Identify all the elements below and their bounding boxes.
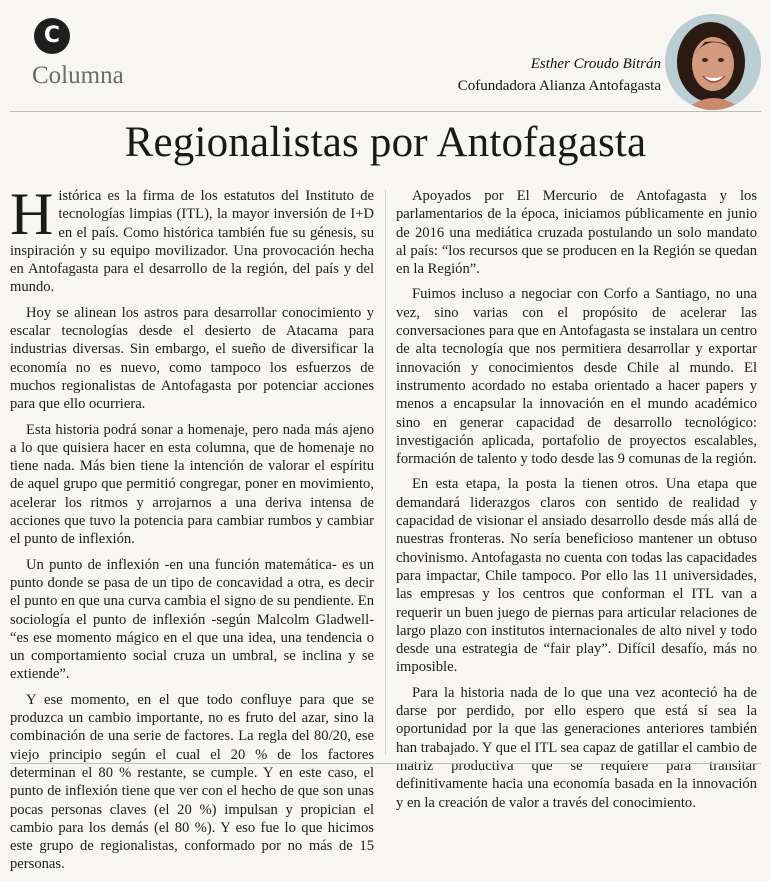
column-divider: [385, 190, 386, 755]
article-paragraph: Esta historia podrá sonar a homenaje, pero nada más ajeno a lo que quisiera hacer en esta columna, que de homenaje no tiene nada. Más bien tiene la intención de valorar el espíritu de aquel grupo que permitió congregar, poner en movimiento, acelerar los ritmos y arrojarnos a una deriva intensa de acciones que tuvo la potencia para cambiar rumbos y cambiar el punto de inflexión.: [10, 421, 374, 548]
author-name: Esther Croudo Bitrán: [530, 56, 661, 72]
drop-cap: H: [10, 181, 54, 247]
author-role: Cofundadora Alianza Antofagasta: [457, 78, 661, 94]
section-label: Columna: [32, 62, 124, 89]
footer-rule: [10, 763, 761, 764]
article-paragraph: Fuimos incluso a negociar con Corfo a Santiago, no una vez, sino varias con el propósito de acelerar las conversaciones para que en Antofagasta se instalara un centro de alta tecnología que nos permitiera desarrollar y exportar innovación y conocimientos desde Chile al mundo. El instrumento acordado no estaba orientado a hacer papers y menos a encapsular la innovación en el mundo académico sino en generar capacidad de desarrollo tecnológico: investigación aplicada, portafolio de proyectos escalables, formación de talento y todo desde las 9 comunas de la región.: [396, 286, 757, 468]
article-paragraph: Histórica es la firma de los estatutos del Instituto de tecnologías limpias (ITL), la mayor inversión de I+D en el país. Como histórica también fue su génesis, su inspiración y su equipo movilizador. Una provocación hecha en Antofagasta para el desarrollo de la región, del país y del mundo.: [10, 181, 374, 296]
article-headline: Regionalistas por Antofagasta: [124, 119, 647, 166]
article-column-right: [396, 187, 757, 819]
author-portrait-illustration: [665, 14, 761, 110]
article-paragraph: Hoy se alinean los astros para desarrollar conocimiento y escalar tecnologías desde el desierto de Atacama para industrias diversas. Sin embargo, el sueño de diversificar la economía no es nuevo, como tampoco los esfuerzos de muchos regionalistas de Antofagasta por potenciar acciones para que ello ocurriera.: [10, 304, 374, 413]
article-paragraph: Apoyados por El Mercurio de Antofagasta y los parlamentarios de la época, iniciamos públicamente en junio de 2016 una mediática cruzada postulando un solo mandato al país: “los recursos que se producen en la Región se quedan en la Región”.: [396, 188, 757, 278]
header-rule: [10, 111, 761, 112]
article-paragraph: Un punto de inflexión -en una función matemática- es un punto donde se pasa de un tipo de concavidad a otra, es decir el punto en que una curva cambia el signo de su pendiente. En sociología el punto de inflexión -según Malcolm Gladwell- “es ese momento mágico en el que una idea, una tendencia o un comportamiento social cruza un umbral, se inclina y se extiende”.: [10, 556, 374, 683]
section-badge: C: [34, 18, 70, 54]
article-paragraph: Para la historia nada de lo que una vez aconteció ha de darse por perdido, por ello espero que está sí sea la oportunidad por la que las generaciones anteriores también han trabajado. Y que el ITL sea capaz de gatillar el cambio de matriz productiva que se requiere para transitar definitivamente hacia una economía basada en la innovación y en la creación de valor a través del conocimiento.: [396, 684, 757, 811]
article-paragraph: Y ese momento, en el que todo confluye para que se produzca un cambio importante, no es fruto del azar, sino la combinación de una serie de factores. La regla del 80/20, ese viejo principio según el cual el 20 % de los factores determinan el 80 % restante, se cumple. Y en este caso, el punto de inflexión tiene que ver con el hecho de que son unas pocas personas claves (el 20 %) impulsan y propician el cambio para los demás (el 80 %). Y eso fue lo que hicimos este grupo de regionalistas, conformado por no más de 15 personas.: [10, 691, 374, 873]
author-photo: [665, 14, 761, 110]
article-paragraph: En esta etapa, la posta la tienen otros. Una etapa que demandará liderazgos claros con sentido de realidad y capacidad de visionar el ansiado desarrollo desde más allá de nuestras fronteras. No sería beneficioso mantener un obtuso chovinismo. Antofagasta no cuenta con todas las capacidades para impactar, Chile tampoco. Por ello las 11 universidades, las empresas y los centros que conforman el ITL van a requerir un buen juego de piernas para articular relaciones de largo plazo con institutos internacionales de alto nivel y todo desde una estrategia de “fair play”. Difícil desafío, más no imposible.: [396, 476, 757, 676]
article-column-left: [10, 181, 374, 881]
